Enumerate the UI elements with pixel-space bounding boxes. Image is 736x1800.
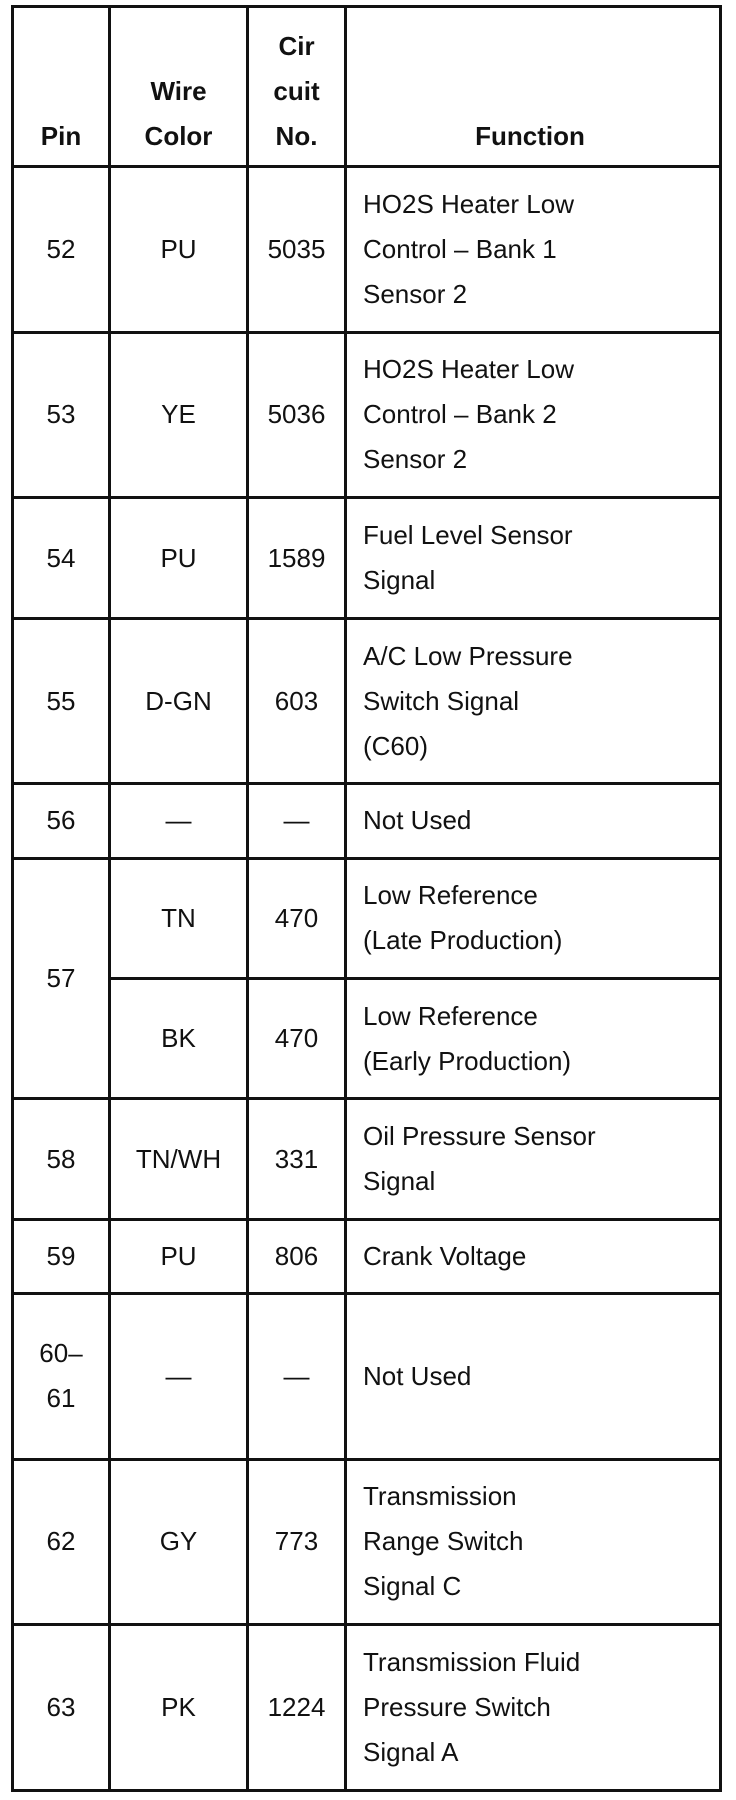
table-row [13, 1459, 721, 1625]
function-cell: Low Reference (Early Production) [346, 978, 721, 1098]
function-cell: Low Reference (Late Production) [346, 858, 721, 978]
function-cell: Not Used [346, 1293, 721, 1459]
header-wire-color: Wire Color [110, 7, 248, 167]
header-circuit-no: Cir cuit No. [248, 7, 346, 167]
function-cell: Crank Voltage [346, 1219, 721, 1293]
pin-cell: 58 [13, 1099, 110, 1219]
circuit-cell: 603 [248, 618, 346, 784]
wire-color-cell: — [110, 1293, 248, 1459]
circuit-cell: 331 [248, 1099, 346, 1219]
wire-color-cell: PU [110, 498, 248, 618]
function-cell: Transmission Fluid Pressure Switch Signal A [346, 1625, 721, 1791]
pin-cell: 59 [13, 1219, 110, 1293]
circuit-cell: 1224 [248, 1625, 346, 1791]
pin-cell: 54 [13, 498, 110, 618]
header-pin: Pin [13, 7, 110, 167]
table-row [13, 978, 721, 1098]
wire-color-cell: — [110, 784, 248, 858]
pin-cell: 53 [13, 332, 110, 498]
pin-cell: 62 [13, 1459, 110, 1625]
wire-color-cell: PU [110, 1219, 248, 1293]
circuit-cell: 1589 [248, 498, 346, 618]
wire-color-cell: PU [110, 167, 248, 333]
wire-color-cell: PK [110, 1625, 248, 1791]
function-cell: Oil Pressure Sensor Signal [346, 1099, 721, 1219]
table-row [13, 858, 721, 978]
circuit-cell: 806 [248, 1219, 346, 1293]
wire-color-cell: TN/WH [110, 1099, 248, 1219]
table-row [13, 618, 721, 784]
circuit-cell: — [248, 784, 346, 858]
pin-cell: 52 [13, 167, 110, 333]
function-cell: Not Used [346, 784, 721, 858]
wire-color-cell: D-GN [110, 618, 248, 784]
circuit-cell: 470 [248, 978, 346, 1098]
function-cell: Transmission Range Switch Signal C [346, 1459, 721, 1625]
wire-color-cell: YE [110, 332, 248, 498]
circuit-cell: 470 [248, 858, 346, 978]
pin-cell: 56 [13, 784, 110, 858]
table-row [13, 1099, 721, 1219]
table-row [13, 498, 721, 618]
pin-cell: 63 [13, 1625, 110, 1791]
pin-cell: 55 [13, 618, 110, 784]
circuit-cell: 773 [248, 1459, 346, 1625]
table-row [13, 1293, 721, 1459]
table-row [13, 784, 721, 858]
function-cell: A/C Low Pressure Switch Signal (C60) [346, 618, 721, 784]
circuit-cell: 5035 [248, 167, 346, 333]
circuit-cell: — [248, 1293, 346, 1459]
pin-cell: 57 [13, 858, 110, 1099]
table-row [13, 1219, 721, 1293]
wire-color-cell: TN [110, 858, 248, 978]
table-row [13, 167, 721, 333]
function-cell: HO2S Heater Low Control – Bank 2 Sensor 2 [346, 332, 721, 498]
table-row [13, 332, 721, 498]
function-cell: HO2S Heater Low Control – Bank 1 Sensor 2 [346, 167, 721, 333]
pinout-table [11, 5, 722, 1792]
wire-color-cell: BK [110, 978, 248, 1098]
header-row [13, 7, 721, 167]
header-function: Function [346, 7, 721, 167]
function-cell: Fuel Level Sensor Signal [346, 498, 721, 618]
wire-color-cell: GY [110, 1459, 248, 1625]
table-row [13, 1625, 721, 1791]
circuit-cell: 5036 [248, 332, 346, 498]
pin-cell: 60– 61 [13, 1293, 110, 1459]
